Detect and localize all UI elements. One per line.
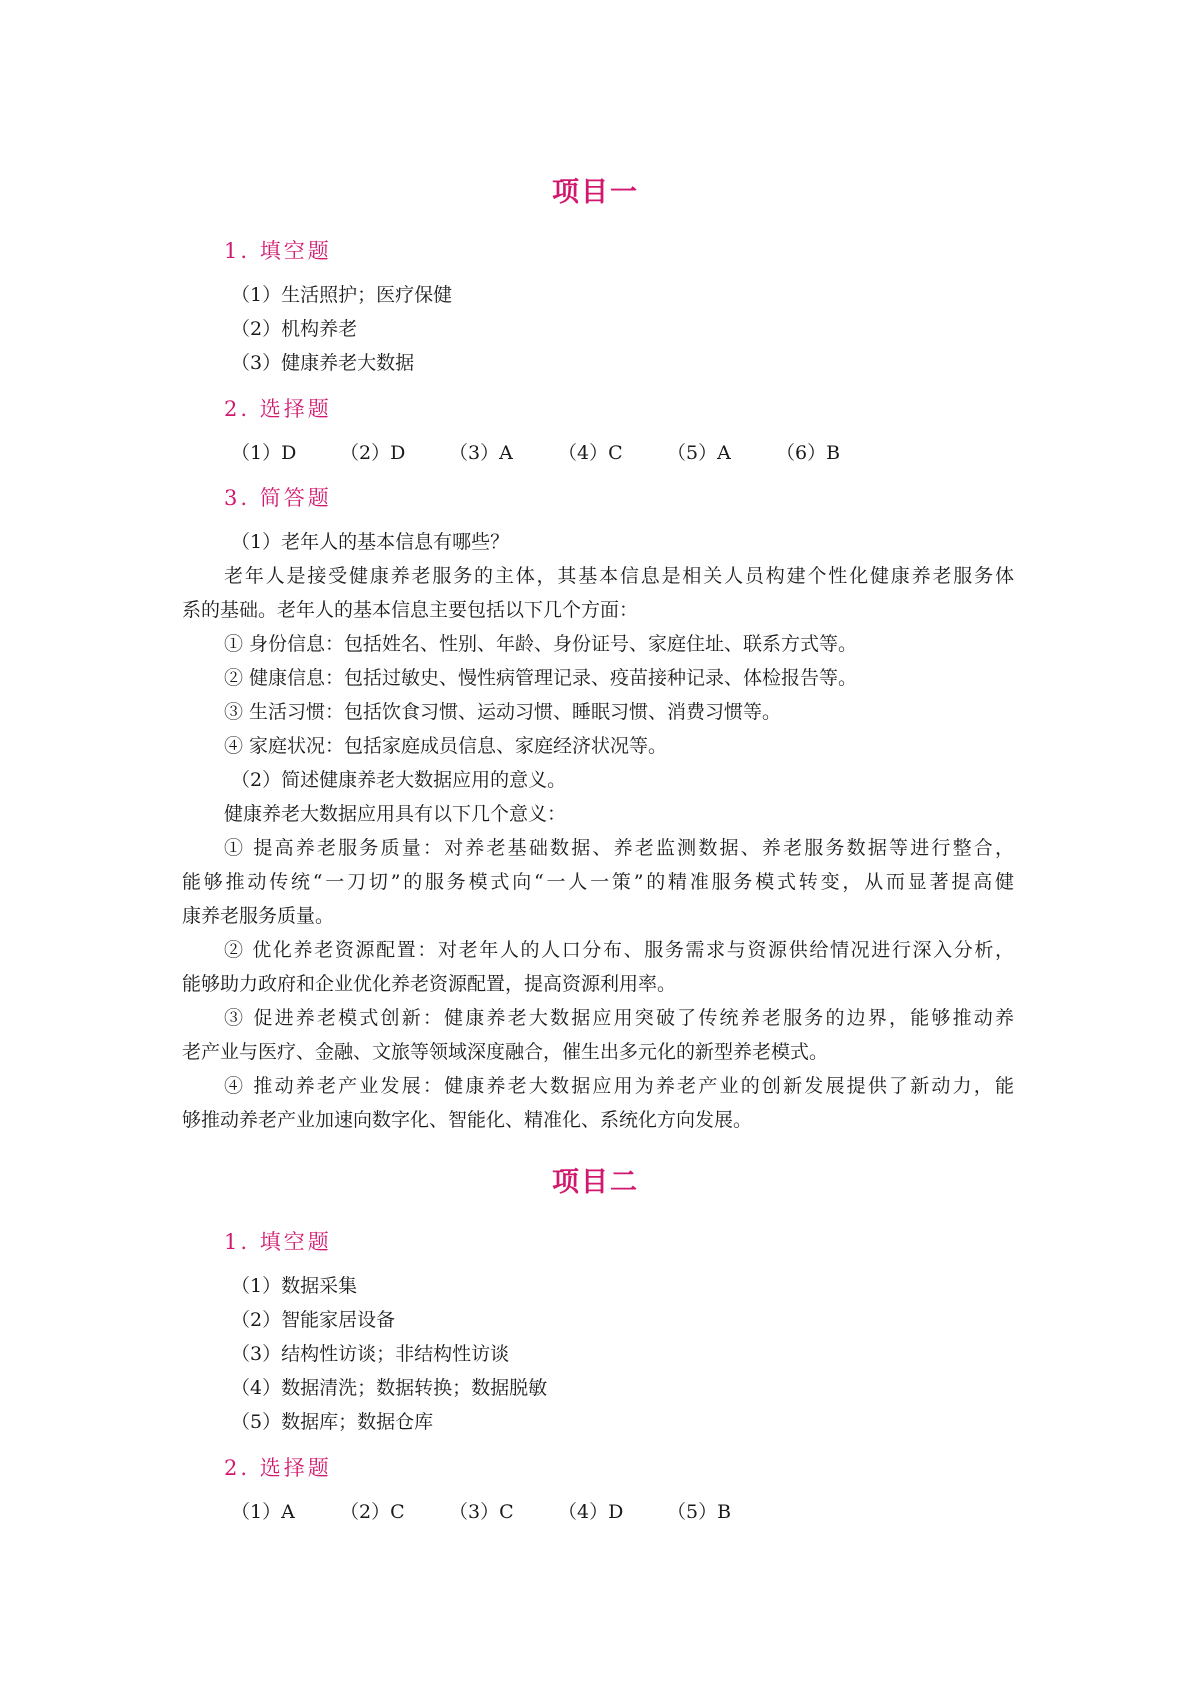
choice-answer: （3）A xyxy=(449,442,513,464)
fill-blank-heading: 1. 填空题 xyxy=(224,239,332,263)
fill-blank-answer: （2）智能家居设备 xyxy=(231,1309,396,1331)
project-two-title: 项目二 xyxy=(552,1167,639,1198)
answer-paragraph-line: 能够助力政府和企业优化养老资源配置，提高资源利用率。 xyxy=(182,973,677,995)
choice-answer: （2）C xyxy=(340,1501,405,1523)
choice-answer: （5）A xyxy=(667,442,731,464)
fill-blank-answer: （1）数据采集 xyxy=(231,1275,358,1297)
choice-answer: （4）C xyxy=(558,442,623,464)
fill-blank-answer: （1）生活照护；医疗保健 xyxy=(231,284,453,306)
answer-paragraph-line: ② 优化养老资源配置：对老年人的人口分布、服务需求与资源供给情况进行深入分析， xyxy=(224,939,1014,961)
fill-blank-heading: 1. 填空题 xyxy=(224,1230,332,1254)
answer-paragraph-line: ③ 促进养老模式创新：健康养老大数据应用突破了传统养老服务的边界，能够推动养 xyxy=(224,1007,1014,1029)
answer-paragraph-line: ④ 推动养老产业发展：健康养老大数据应用为养老产业的创新发展提供了新动力，能 xyxy=(224,1075,1014,1097)
answer-paragraph-line: 康养老服务质量。 xyxy=(182,905,335,927)
short-answer-heading: 3. 简答题 xyxy=(224,486,332,510)
fill-blank-answer: （5）数据库；数据仓库 xyxy=(231,1411,434,1433)
choice-answer: （1）D xyxy=(231,442,297,464)
fill-blank-answer: （3）结构性访谈；非结构性访谈 xyxy=(231,1343,510,1365)
choice-answer: （4）D xyxy=(558,1501,624,1523)
question-one: （1）老年人的基本信息有哪些？ xyxy=(231,531,510,553)
answer-bullet: ④ 家庭状况：包括家庭成员信息、家庭经济状况等。 xyxy=(224,735,668,757)
question-two: （2）简述健康养老大数据应用的意义。 xyxy=(231,769,567,791)
multiple-choice-heading: 2. 选择题 xyxy=(224,397,332,421)
choice-answer: （6）B xyxy=(776,442,841,464)
answer-paragraph-line: 能够推动传统“一刀切”的服务模式向“一人一策”的精准服务模式转变，从而显著提高健 xyxy=(182,871,1014,893)
answer-paragraph-line: ① 提高养老服务质量：对养老基础数据、养老监测数据、养老服务数据等进行整合， xyxy=(224,837,1014,859)
project-one-title: 项目一 xyxy=(552,177,639,208)
answer-paragraph-line: 够推动养老产业加速向数字化、智能化、精准化、系统化方向发展。 xyxy=(182,1109,753,1131)
fill-blank-answer: （3）健康养老大数据 xyxy=(231,352,415,374)
answer-bullet: ③ 生活习惯：包括饮食习惯、运动习惯、睡眠习惯、消费习惯等。 xyxy=(224,701,782,723)
choice-answer: （5）B xyxy=(667,1501,732,1523)
choice-answer: （3）C xyxy=(449,1501,514,1523)
choice-answer: （1）A xyxy=(231,1501,295,1523)
fill-blank-answer: （4）数据清洗；数据转换；数据脱敏 xyxy=(231,1377,548,1399)
answer-paragraph-line: 老年人是接受健康养老服务的主体，其基本信息是相关人员构建个性化健康养老服务体 xyxy=(224,565,1014,587)
fill-blank-answer: （2）机构养老 xyxy=(231,318,358,340)
answer-intro: 健康养老大数据应用具有以下几个意义： xyxy=(224,803,567,825)
answer-bullet: ① 身份信息：包括姓名、性别、年龄、身份证号、家庭住址、联系方式等。 xyxy=(224,633,858,655)
answer-paragraph-line: 老产业与医疗、金融、文旅等领域深度融合，催生出多元化的新型养老模式。 xyxy=(182,1041,829,1063)
answer-paragraph-line: 系的基础。老年人的基本信息主要包括以下几个方面： xyxy=(182,599,639,621)
choice-answer: （2）D xyxy=(340,442,406,464)
multiple-choice-heading: 2. 选择题 xyxy=(224,1456,332,1480)
answer-bullet: ② 健康信息：包括过敏史、慢性病管理记录、疫苗接种记录、体检报告等。 xyxy=(224,667,858,689)
